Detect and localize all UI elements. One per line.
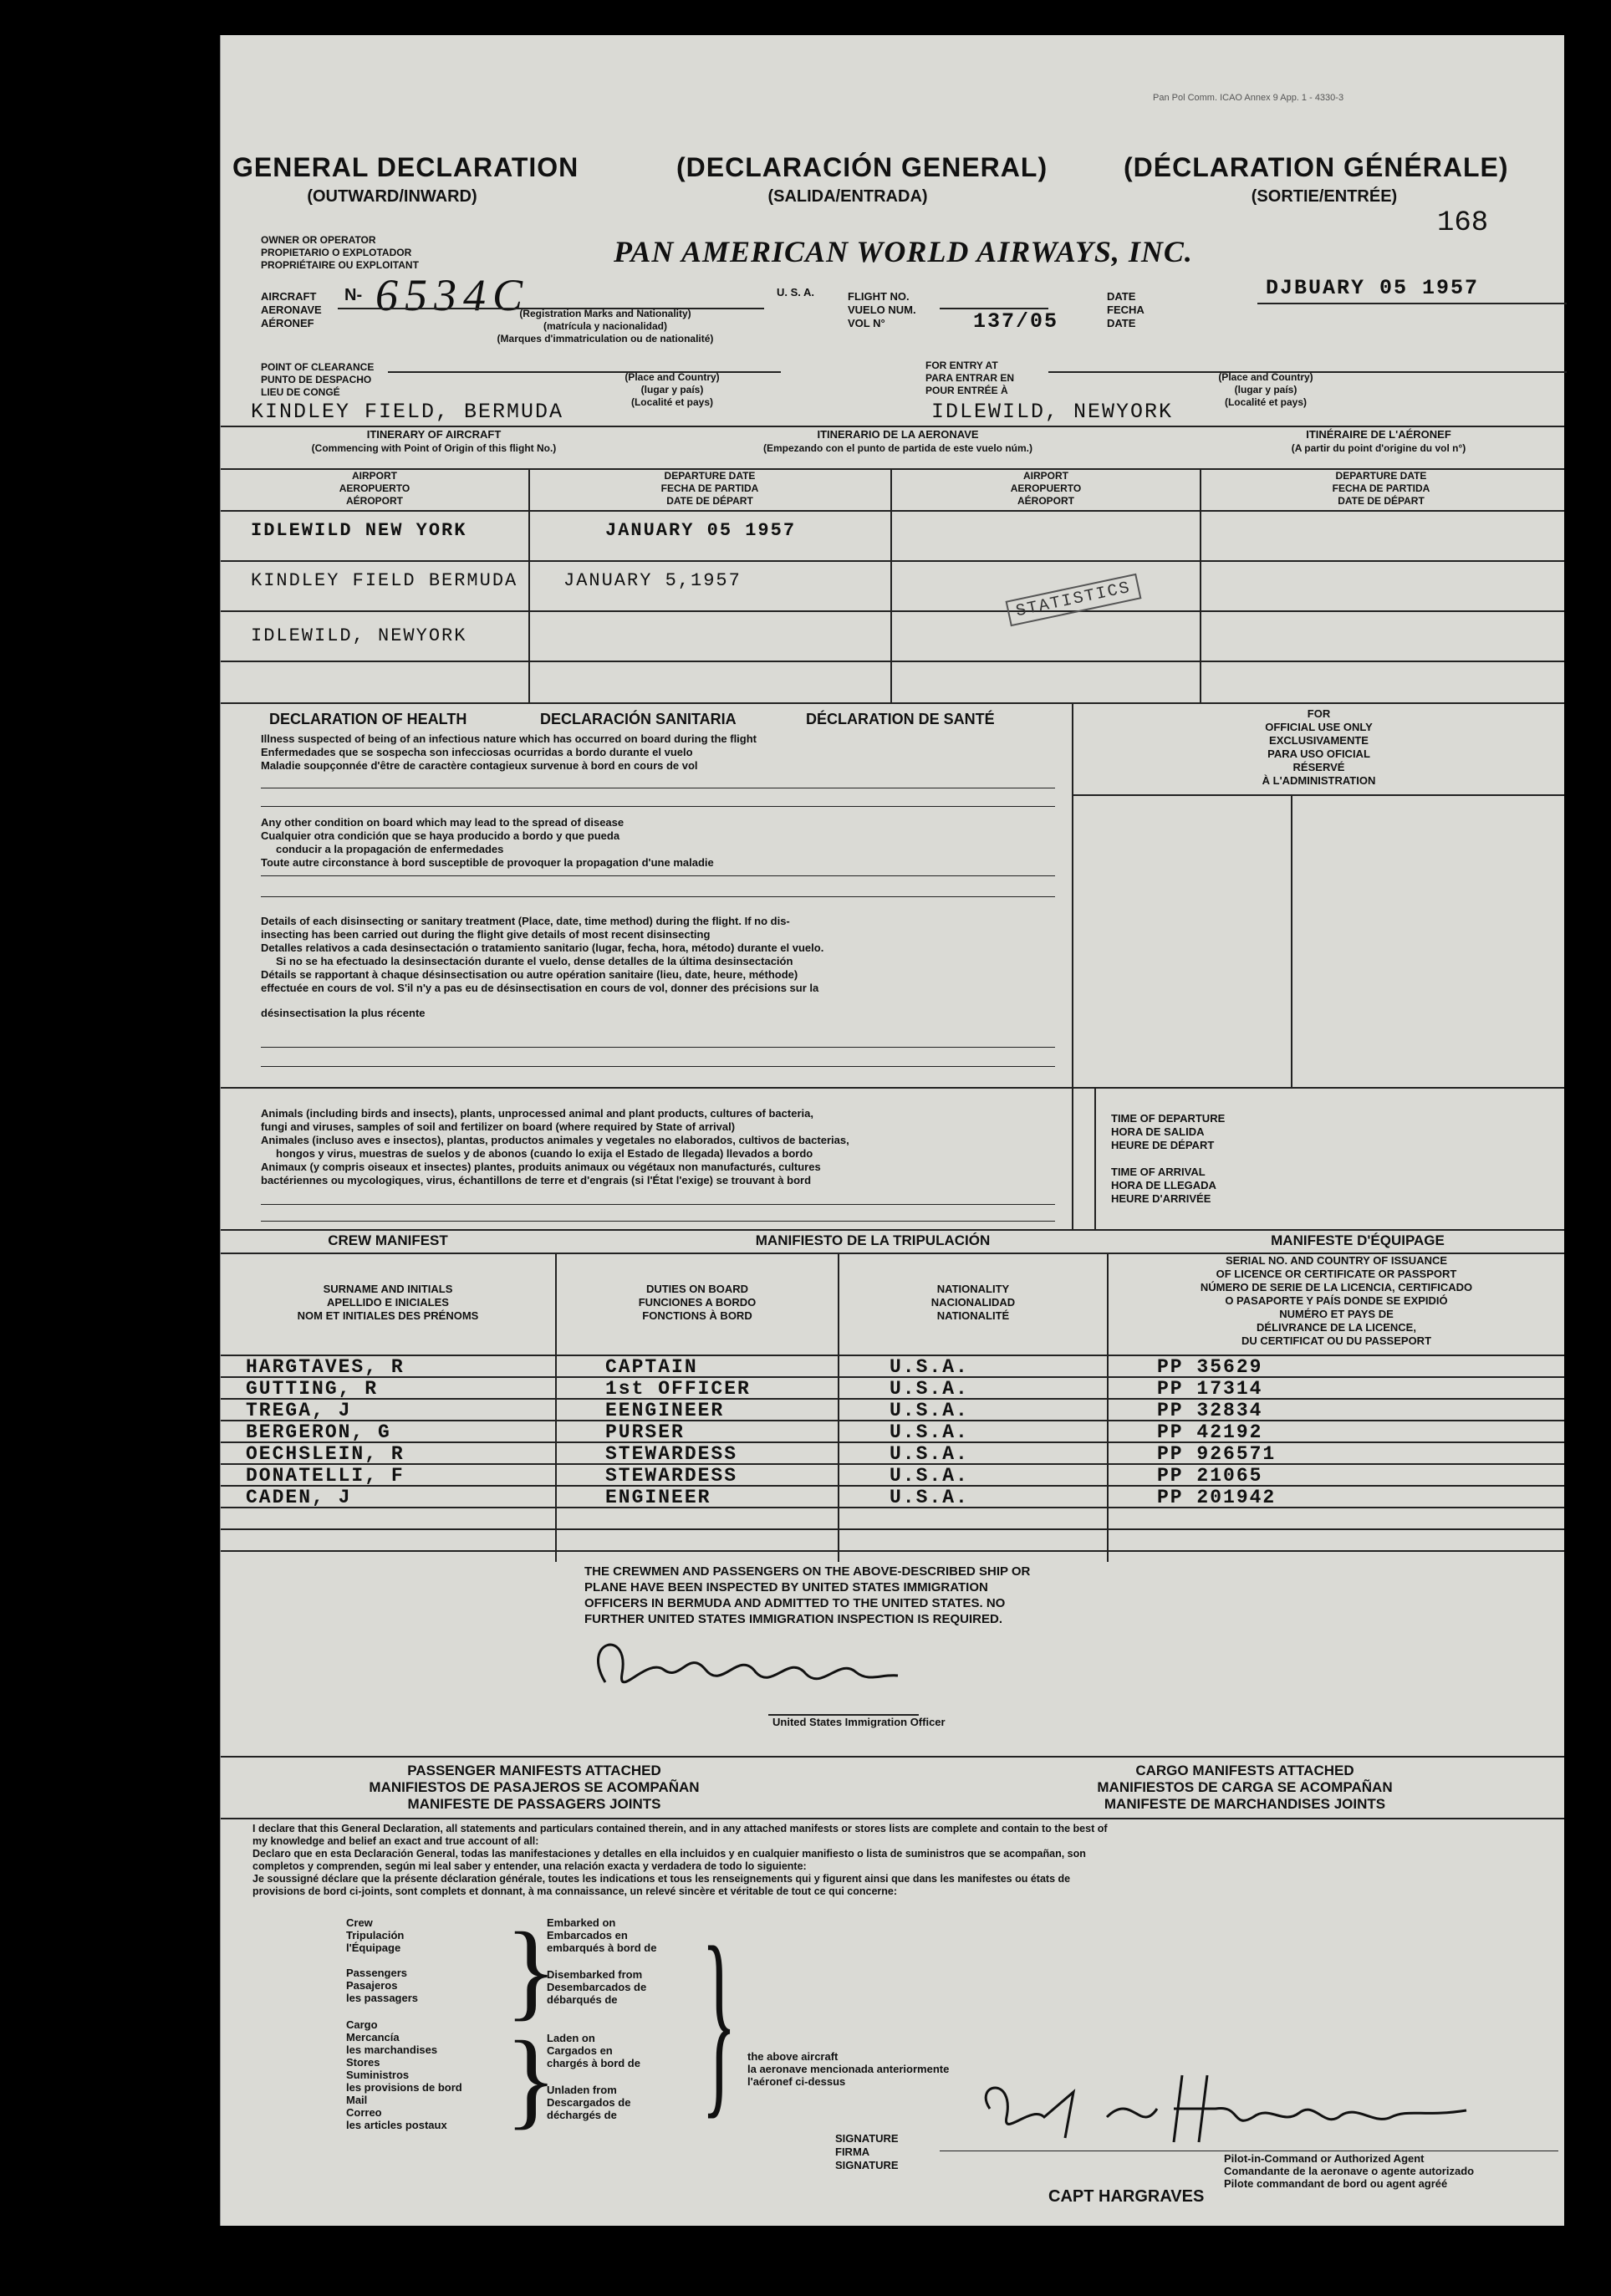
health-animals-text: Animals (including birds and insects), plants, unprocessed animal and plant products, cultures of bacteria, fungi and viruses, samples of soil and fertilizer on board (where required by State of arrival) Animales (incluso aves e insectos), plantas, productos animales y vegetales no elaborados, cultivos de bacterias, hongos y virus, muestras de suelos y de abonos (cuando lo exija el Estado de llegada) llevados a bordo Animaux (y compris oiseaux et insectes) plantes, produits animaux ou végétaux non manufacturés, cultures bactériennes ou mycologiques, virus, échantillons de terre et d'engrais (si l'État l'exige) se trouvant à bord: [261, 1107, 849, 1186]
crew-row-7-lic: PP 201942: [1157, 1487, 1277, 1508]
crew-row-6-duty: STEWARDESS: [605, 1465, 738, 1487]
declaration-list-cargo: Cargo Mercancía les marchandises Stores Suministros les provisions de bord Mail Correo les articles postaux: [346, 2018, 462, 2131]
itinerary-departure-header: DEPARTURE DATE FECHA DE PARTIDA DATE DE DÉPART: [660, 470, 759, 507]
itinerary-row-2-airport: KINDLEY FIELD BERMUDA: [251, 570, 518, 591]
clearance-note: (Place and Country) (lugar y país) (Localité et pays): [625, 371, 720, 408]
health-title-fr: DÉCLARATION DE SANTÉ: [806, 711, 995, 727]
itinerary-row-1-airport: IDLEWILD NEW YORK: [251, 520, 467, 541]
declaration-text: I declare that this General Declaration, all statements and particulars contained therein, and in any attached manifests or stores lists are complete and contain to the best of my knowledge and belief an exact and true account of all: Declaro que en esta Declaración General, todas las manifestaciones y detalles en ella incluidos y en cualquier manifiesto o lista de suministros que se acompañan, son completos y comprenden, según mi leal saber y entender, una relación exacta y verdadera de todo lo siguiente: Je soussigné déclare que la présente déclaration générale, toutes les indications et tous les renseignements qui y figurent ainsi que dans les manifestes ou états de provisions de bord ci-joints, sont complets et donnant, à ma connaissance, un relevé sincère et véritable de tout ce qui concerne:: [252, 1823, 1108, 1897]
owner-label: OWNER OR OPERATOR PROPIETARIO O EXPLOTADOR PROPRIÉTAIRE OU EXPLOITANT: [261, 234, 419, 271]
crew-row-5-name: OECHSLEIN, R: [246, 1443, 405, 1465]
clearance-label: POINT OF CLEARANCE PUNTO DE DESPACHO LIEU DE CONGÉ: [261, 361, 375, 398]
date-value: DJBUARY 05 1957: [1266, 276, 1480, 300]
cargo-manifests: CARGO MANIFESTS ATTACHED MANIFIESTOS DE CARGA SE ACOMPAÑAN MANIFESTE DE MARCHANDISES JOINTS: [1097, 1763, 1393, 1812]
itinerary-row-3-airport: IDLEWILD, NEWYORK: [251, 625, 467, 646]
brace-left: }: [505, 1911, 558, 2031]
crew-row-7-name: CADEN, J: [246, 1487, 352, 1508]
crew-row-5-lic: PP 926571: [1157, 1443, 1277, 1465]
aircraft-country: U. S. A.: [777, 286, 815, 298]
clearance-value: KINDLEY FIELD, BERMUDA: [251, 400, 564, 424]
pilot-labels: Pilot-in-Command or Authorized Agent Comandante de la aeronave o agente autorizado Pilote commandant de bord ou agent agréé: [1224, 2152, 1475, 2190]
flight-number: 137/05: [973, 309, 1059, 334]
crew-row-4-duty: PURSER: [605, 1421, 685, 1443]
flight-label: FLIGHT NO. VUELO NUM. VOL N°: [848, 290, 916, 329]
crew-nationality-header: NATIONALITY NACIONALIDAD NATIONALITÉ: [930, 1283, 1016, 1322]
brace-right: }: [701, 1905, 737, 2136]
itinerary-title-en: ITINERARY OF AIRCRAFT (Commencing with Point of Origin of this flight No.): [311, 428, 557, 454]
captain-name: CAPT HARGRAVES: [1048, 2187, 1205, 2206]
crew-row-3-nat: U.S.A.: [890, 1400, 969, 1421]
health-condition-text: Any other condition on board which may lead to the spread of disease Cualquier otra condición que se haya producido a bordo y que pueda conducir a la propagación de enfermedades Toute autre circonstance à bord susceptible de provoquer la propagation d'une maladie: [261, 816, 714, 869]
aircraft-label: AIRCRAFT AERONAVE AÉRONEF: [261, 290, 322, 329]
immigration-stamp: THE CREWMEN AND PASSENGERS ON THE ABOVE-DESCRIBED SHIP OR PLANE HAVE BEEN INSPECTED BY UNITED STATES IMMIGRATION OFFICERS IN BERMUDA AND ADMITTED TO THE UNITED STATES. NO FURTHER UNITED STATES IMMIGRATION INSPECTION IS REQUIRED.: [584, 1564, 1031, 1626]
health-title-en: DECLARATION OF HEALTH: [269, 711, 467, 727]
itinerary-title-es: ITINERARIO DE LA AERONAVE (Empezando con el punto de partida de este vuelo núm.): [762, 428, 1033, 454]
brace-left-2: }: [505, 2019, 558, 2140]
declaration-list-laden: Laden on Cargados en chargés à bord de: [547, 2032, 640, 2069]
crew-row-4-nat: U.S.A.: [890, 1421, 969, 1443]
itinerary-airport-header: AIRPORT AEROPUERTO AÉROPORT: [339, 470, 410, 507]
crew-row-3-duty: EENGINEER: [605, 1400, 725, 1421]
crew-title-en: CREW MANIFEST: [328, 1232, 448, 1248]
immigration-signature: [572, 1624, 906, 1716]
immigration-officer-label: United States Immigration Officer: [772, 1716, 946, 1728]
health-title-es: DECLARACIÓN SANITARIA: [540, 711, 737, 727]
time-of-departure: TIME OF DEPARTURE HORA DE SALIDA HEURE DE DÉPART: [1111, 1112, 1226, 1151]
title-fr: (DÉCLARATION GÉNÉRALE): [1124, 152, 1509, 182]
title-es-sub: (SALIDA/ENTRADA): [767, 187, 928, 206]
declaration-list-passengers: Passengers Pasajeros les passagers: [346, 1967, 419, 2004]
signature-labels: SIGNATURE FIRMA SIGNATURE: [835, 2132, 899, 2171]
statistics-stamp: STATISTICS: [1006, 574, 1142, 627]
title-en-sub: (OUTWARD/INWARD): [307, 187, 477, 206]
crew-row-7-duty: ENGINEER: [605, 1487, 711, 1508]
declaration-list-embarked: Embarked on Embarcados en embarqués à bord de: [547, 1916, 657, 1954]
crew-row-5-duty: STEWARDESS: [605, 1443, 738, 1465]
itinerary-row-1-date: JANUARY 05 1957: [605, 520, 797, 541]
crew-row-6-name: DONATELLI, F: [246, 1465, 405, 1487]
aircraft-registration: 6534C: [375, 270, 530, 320]
itinerary-departure-header-2: DEPARTURE DATE FECHA DE PARTIDA DATE DE DÉPART: [1332, 470, 1430, 507]
crew-row-3-name: TREGA, J: [246, 1400, 352, 1421]
time-of-arrival: TIME OF ARRIVAL HORA DE LLEGADA HEURE D'ARRIVÉE: [1111, 1166, 1216, 1205]
health-illness-text: Illness suspected of being of an infectious nature which has occurred on board during the flight Enfermedades que se sospecha son infecciosas ocurridas a bordo durante el vuelo Maladie soupçonnée d'être de caractère contagieux survenue à bord en cours de vol: [261, 732, 757, 772]
aircraft-prefix: N-: [344, 286, 363, 304]
crew-row-4-name: BERGERON, G: [246, 1421, 391, 1443]
declaration-list-disembarked: Disembarked from Desembarcados de débarqués de: [547, 1968, 647, 2006]
form-number: Pan Pol Comm. ICAO Annex 9 App. 1 - 4330-3: [1153, 93, 1344, 103]
crew-title-fr: MANIFESTE D'ÉQUIPAGE: [1271, 1232, 1445, 1248]
crew-row-5-nat: U.S.A.: [890, 1443, 969, 1465]
passenger-manifests: PASSENGER MANIFESTS ATTACHED MANIFIESTOS DE PASAJEROS SE ACOMPAÑAN MANIFESTE DE PASSAGERS JOINTS: [369, 1763, 700, 1812]
crew-row-7-nat: U.S.A.: [890, 1487, 969, 1508]
declaration-list-unladen: Unladen from Descargados de déchargés de: [547, 2084, 631, 2121]
crew-title-es: MANIFIESTO DE LA TRIPULACIÓN: [755, 1232, 991, 1248]
aircraft-reference: the above aircraft la aeronave mencionada anteriormente l'aéronef ci-dessus: [747, 2050, 950, 2088]
crew-row-6-nat: U.S.A.: [890, 1465, 969, 1487]
itinerary-row-2-date: JANUARY 5,1957: [563, 570, 742, 591]
aircraft-marks-note: (Registration Marks and Nationality) (matrícula y nacionalidad) (Marques d'immatriculation ou de nationalité): [497, 308, 714, 344]
crew-row-4-lic: PP 42192: [1157, 1421, 1263, 1443]
declaration-form: [220, 35, 1564, 2226]
title-fr-sub: (SORTIE/ENTRÉE): [1251, 187, 1398, 206]
crew-row-2-lic: PP 17314: [1157, 1378, 1263, 1400]
itinerary-airport-header-2: AIRPORT AEROPUERTO AÉROPORT: [1010, 470, 1082, 507]
crew-name-header: SURNAME AND INITIALS APELLIDO E INICIALES NOM ET INITIALES DES PRÉNOMS: [297, 1283, 479, 1322]
official-use-header: FOR OFFICIAL USE ONLY EXCLUSIVAMENTE PARA USO OFICIAL RÉSERVÉ À L'ADMINISTRATION: [1262, 707, 1376, 787]
entry-note: (Place and Country) (lugar y país) (Localité et pays): [1218, 371, 1313, 408]
crew-row-6-lic: PP 21065: [1157, 1465, 1263, 1487]
crew-row-3-lic: PP 32834: [1157, 1400, 1263, 1421]
crew-row-2-duty: 1st OFFICER: [605, 1378, 751, 1400]
crew-row-1-lic: PP 35629: [1157, 1356, 1263, 1378]
title-es: (DECLARACIÓN GENERAL): [676, 152, 1048, 182]
crew-row-1-duty: CAPTAIN: [605, 1356, 698, 1378]
page-number: 168: [1437, 207, 1489, 239]
crew-duty-header: DUTIES ON BOARD FUNCIONES A BORDO FONCTIONS À BORD: [638, 1283, 757, 1322]
crew-row-2-nat: U.S.A.: [890, 1378, 969, 1400]
title-en: GENERAL DECLARATION: [232, 152, 579, 182]
crew-row-1-name: HARGTAVES, R: [246, 1356, 405, 1378]
date-label: DATE FECHA DATE: [1107, 290, 1145, 329]
declaration-list-crew: Crew Tripulación l'Équipage: [346, 1916, 405, 1954]
crew-licence-header: SERIAL NO. AND COUNTRY OF ISSUANCE OF LICENCE OR CERTIFICATE OR PASSPORT NÚMERO DE SERIE DE LA LICENCIA, CERTIFICADO O PASAPORTE Y PAÍS DONDE SE EXPIDIÓ NUMÉRO ET PAYS DE DÉLIVRANCE DE LA LICENCE, DU CERTIFICAT OU DU PASSEPORT: [1200, 1254, 1473, 1347]
owner-value: PAN AMERICAN WORLD AIRWAYS, INC.: [614, 235, 1193, 268]
captain-signature: [965, 2059, 1500, 2159]
health-disinsecting-text: Details of each disinsecting or sanitary treatment (Place, date, time method) during the flight. If no dis- insecting has been carried out during the flight give details of most recent disinsecting Detalles relativos a cada desinsectación o tratamiento sanitario (lugar, fecha, hora, método) durante el vuelo. Si no se ha efectuado la desinsectación durante el vuelo, dense detalles de la última desinsectación Détails se rapportant à chaque désinsectisation ou autre opération sanitaire (lieu, date, heure, méthode) effectuée en cours de vol. S'il n'y a pas eu de désinsectisation en cours de vol, donner des précisions sur la désinsectisation la plus récente: [261, 915, 824, 1019]
crew-row-1-nat: U.S.A.: [890, 1356, 969, 1378]
crew-row-2-name: GUTTING, R: [246, 1378, 379, 1400]
itinerary-title-fr: ITINÉRAIRE DE L'AÉRONEF (A partir du point d'origine du vol n°): [1291, 428, 1466, 454]
entry-value: IDLEWILD, NEWYORK: [931, 400, 1174, 424]
entry-label: FOR ENTRY AT PARA ENTRAR EN POUR ENTRÉE À: [925, 360, 1015, 396]
